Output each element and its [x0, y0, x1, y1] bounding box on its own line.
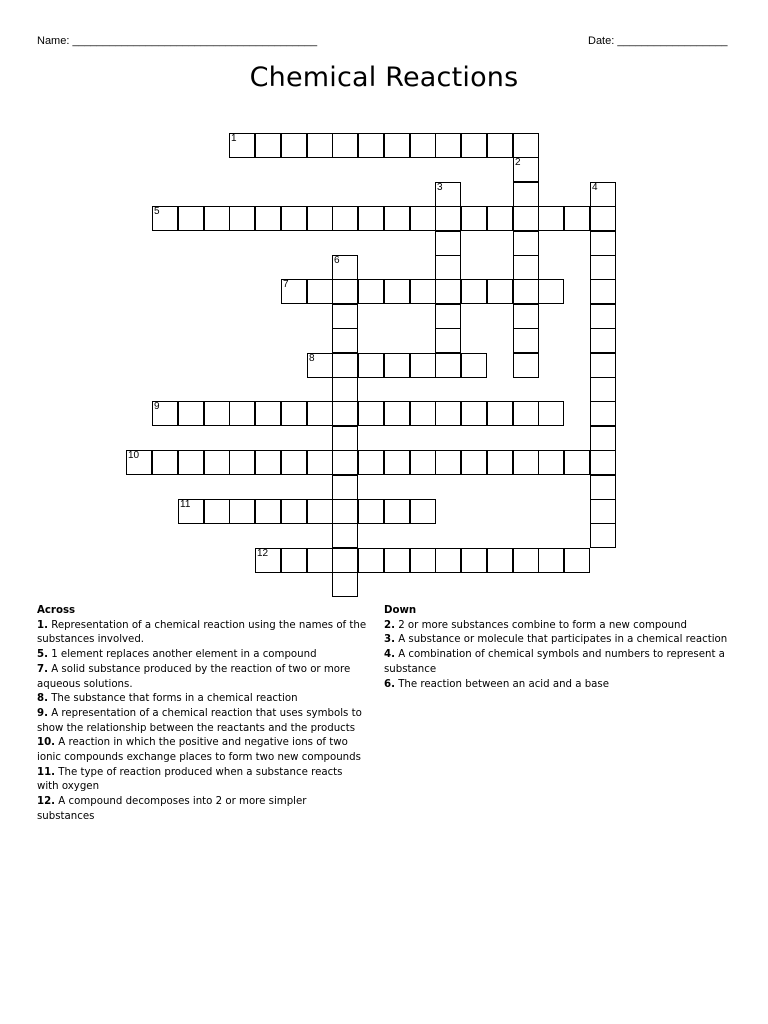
crossword-cell[interactable]	[307, 279, 333, 304]
crossword-cell[interactable]	[461, 548, 487, 573]
crossword-cell[interactable]	[590, 426, 616, 451]
crossword-cell[interactable]	[332, 255, 358, 280]
crossword-cell[interactable]	[255, 548, 281, 573]
crossword-cell[interactable]	[513, 182, 539, 207]
crossword-cell[interactable]	[590, 231, 616, 256]
crossword-cell[interactable]	[590, 206, 616, 231]
crossword-cell[interactable]	[590, 450, 616, 475]
crossword-cell[interactable]	[435, 231, 461, 256]
crossword-cell[interactable]	[281, 401, 307, 426]
across-clue	[37, 707, 367, 736]
crossword-cell[interactable]	[461, 279, 487, 304]
clue-number: 2.	[384, 619, 395, 631]
crossword-cell[interactable]	[435, 304, 461, 329]
crossword-cell[interactable]	[590, 182, 616, 207]
crossword-cell[interactable]	[590, 304, 616, 329]
clue-number: 11.	[37, 766, 56, 778]
across-heading: Across	[37, 605, 76, 616]
crossword-cell[interactable]	[513, 353, 539, 378]
crossword-cell[interactable]	[564, 548, 590, 573]
down-clue	[384, 678, 729, 693]
clue-text: A reaction in which the positive and negative ions of two ionic compounds exchange places to form two new compounds	[37, 737, 361, 764]
clue-number-label: 2	[515, 157, 521, 168]
clue-text: A compound decomposes into 2 or more simpler substances	[37, 796, 307, 822]
down-heading: Down	[384, 605, 417, 616]
crossword-cell[interactable]	[384, 401, 410, 426]
clue-text: 1 element replaces another element in a compound	[47, 649, 317, 661]
crossword-cell[interactable]	[384, 548, 410, 573]
crossword-cell[interactable]	[538, 450, 564, 475]
crossword-cell[interactable]	[152, 450, 178, 475]
clue-number-label: 11	[180, 499, 191, 510]
crossword-cell[interactable]	[281, 279, 307, 304]
crossword-cell[interactable]	[332, 475, 358, 500]
crossword-cell[interactable]	[307, 499, 333, 524]
crossword-cell[interactable]	[564, 206, 590, 231]
crossword-cell[interactable]	[513, 206, 539, 231]
crossword-cell[interactable]	[307, 353, 333, 378]
crossword-cell[interactable]	[126, 450, 152, 475]
crossword-cell[interactable]	[178, 206, 204, 231]
crossword-cell[interactable]	[358, 548, 384, 573]
clue-number-label: 9	[154, 401, 160, 412]
clue-text: A combination of chemical symbols and numbers to represent a substance	[384, 649, 725, 675]
clue-text: A solid substance produced by the reaction of two or more aqueous solutions.	[37, 663, 351, 690]
clue-text: A substance or molecule that participates in a chemical reaction	[394, 634, 728, 646]
crossword-cell[interactable]	[410, 133, 436, 158]
crossword-cell[interactable]	[229, 499, 255, 524]
crossword-cell[interactable]	[564, 450, 590, 475]
crossword-cell[interactable]	[435, 206, 461, 231]
crossword-cell[interactable]	[332, 426, 358, 451]
crossword-cell[interactable]	[255, 450, 281, 475]
crossword-cell[interactable]	[332, 328, 358, 353]
clue-number: 3.	[384, 634, 395, 646]
crossword-cell[interactable]	[538, 401, 564, 426]
across-clue	[37, 766, 367, 795]
clue-number: 1.	[37, 619, 48, 631]
clue-number: 9.	[37, 707, 48, 719]
crossword-cell[interactable]	[435, 548, 461, 573]
down-clue	[384, 633, 729, 648]
clue-text: The type of reaction produced when a substance reacts with oxygen	[37, 766, 343, 793]
crossword-cell[interactable]	[461, 133, 487, 158]
crossword-cell[interactable]	[358, 279, 384, 304]
down-clue	[384, 648, 729, 677]
crossword-cell[interactable]	[590, 499, 616, 524]
crossword-cell[interactable]	[307, 548, 333, 573]
crossword-cell[interactable]	[435, 401, 461, 426]
clue-text: The substance that forms in a chemical reaction	[47, 693, 298, 705]
crossword-cell[interactable]	[332, 401, 358, 426]
crossword-cell[interactable]	[513, 133, 539, 158]
crossword-cell[interactable]	[435, 279, 461, 304]
crossword-cell[interactable]	[152, 206, 178, 231]
crossword-cell[interactable]	[435, 133, 461, 158]
across-clue	[37, 619, 367, 648]
crossword-cell[interactable]	[410, 401, 436, 426]
crossword-cell[interactable]	[332, 206, 358, 231]
across-clue	[37, 692, 367, 707]
crossword-cell[interactable]	[435, 450, 461, 475]
crossword-cell[interactable]	[281, 133, 307, 158]
crossword-cell[interactable]	[332, 499, 358, 524]
crossword-cell[interactable]	[410, 548, 436, 573]
crossword-cell[interactable]	[332, 450, 358, 475]
crossword-cell[interactable]	[384, 353, 410, 378]
crossword-cell[interactable]	[178, 499, 204, 524]
crossword-cell[interactable]	[513, 255, 539, 280]
page-title: Chemical Reactions	[249, 62, 519, 93]
crossword-cell[interactable]	[410, 353, 436, 378]
crossword-cell[interactable]	[590, 401, 616, 426]
clue-number-label: 5	[154, 206, 160, 217]
clue-number: 5.	[37, 649, 48, 661]
crossword-cell[interactable]	[332, 523, 358, 548]
crossword-cell[interactable]	[384, 279, 410, 304]
crossword-cell[interactable]	[281, 548, 307, 573]
crossword-cell[interactable]	[332, 572, 358, 597]
clue-number-label: 4	[592, 182, 598, 193]
crossword-cell[interactable]	[590, 377, 616, 402]
crossword-cell[interactable]	[307, 450, 333, 475]
crossword-cell[interactable]	[332, 304, 358, 329]
crossword-cell[interactable]	[255, 401, 281, 426]
crossword-cell[interactable]	[487, 206, 513, 231]
crossword-cell[interactable]	[513, 279, 539, 304]
crossword-cell[interactable]	[255, 133, 281, 158]
crossword-cell[interactable]	[538, 548, 564, 573]
crossword-cell[interactable]	[204, 206, 230, 231]
crossword-cell[interactable]	[513, 304, 539, 329]
crossword-cell[interactable]	[590, 279, 616, 304]
crossword-cell[interactable]	[332, 377, 358, 402]
crossword-cell[interactable]	[461, 353, 487, 378]
crossword-cell[interactable]	[307, 133, 333, 158]
crossword-cell[interactable]	[358, 353, 384, 378]
crossword-cell[interactable]	[461, 206, 487, 231]
crossword-cell[interactable]	[410, 206, 436, 231]
clue-number-label: 12	[257, 548, 269, 559]
crossword-cell[interactable]	[538, 206, 564, 231]
crossword-cell[interactable]	[307, 401, 333, 426]
crossword-cell[interactable]	[229, 206, 255, 231]
clue-number: 8.	[37, 693, 48, 705]
across-clue	[37, 795, 367, 824]
crossword-cell[interactable]	[255, 206, 281, 231]
crossword-cell[interactable]	[410, 450, 436, 475]
crossword-cell[interactable]	[513, 231, 539, 256]
clue-number-label: 7	[283, 279, 289, 290]
clue-number-label: 10	[128, 450, 140, 461]
date-field-label: Date: __________________	[588, 35, 728, 47]
clue-number: 6.	[384, 678, 395, 690]
clue-number: 4.	[384, 649, 395, 661]
crossword-cell[interactable]	[281, 206, 307, 231]
crossword-cell[interactable]	[461, 450, 487, 475]
crossword-cell[interactable]	[384, 499, 410, 524]
crossword-cell[interactable]	[178, 450, 204, 475]
clue-text: 2 or more substances combine to form a new compound	[394, 619, 687, 631]
crossword-cell[interactable]	[590, 353, 616, 378]
crossword-cell[interactable]	[358, 401, 384, 426]
crossword-cell[interactable]	[255, 499, 281, 524]
clue-number-label: 1	[231, 133, 237, 144]
crossword-cell[interactable]	[538, 279, 564, 304]
crossword-cell[interactable]	[435, 255, 461, 280]
down-clues	[384, 604, 729, 692]
crossword-cell[interactable]	[435, 328, 461, 353]
crossword-cell[interactable]	[332, 353, 358, 378]
crossword-cell[interactable]	[487, 279, 513, 304]
crossword-cell[interactable]	[410, 499, 436, 524]
crossword-cell[interactable]	[384, 450, 410, 475]
crossword-cell[interactable]	[152, 401, 178, 426]
crossword-cell[interactable]	[332, 133, 358, 158]
crossword-cell[interactable]	[435, 182, 461, 207]
crossword-cell[interactable]	[590, 255, 616, 280]
crossword-cell[interactable]	[358, 206, 384, 231]
crossword-cell[interactable]	[513, 548, 539, 573]
crossword-cell[interactable]	[178, 401, 204, 426]
crossword-cell[interactable]	[229, 450, 255, 475]
across-clue-list	[37, 619, 367, 825]
crossword-cell[interactable]	[307, 206, 333, 231]
clue-number: 7.	[37, 663, 48, 675]
crossword-cell[interactable]	[410, 279, 436, 304]
crossword-cell[interactable]	[204, 450, 230, 475]
crossword-cell[interactable]	[487, 548, 513, 573]
across-clue	[37, 648, 367, 663]
crossword-cell[interactable]	[384, 206, 410, 231]
crossword-cell[interactable]	[487, 450, 513, 475]
crossword-cell[interactable]	[204, 401, 230, 426]
crossword-cell[interactable]	[590, 328, 616, 353]
crossword-cell[interactable]	[461, 401, 487, 426]
across-clue	[37, 663, 367, 692]
across-clues	[37, 604, 367, 825]
crossword-cell[interactable]	[590, 475, 616, 500]
clue-number: 12.	[37, 796, 56, 808]
crossword-cell[interactable]	[513, 157, 539, 182]
name-field-label: Name: ________________________________________	[37, 35, 318, 47]
crossword-cell[interactable]	[358, 133, 384, 158]
down-clue	[384, 619, 729, 634]
clue-text: Representation of a chemical reaction using the names of the substances involved.	[37, 619, 367, 646]
clue-number-label: 6	[334, 255, 340, 266]
clue-number: 10.	[37, 737, 56, 749]
crossword-cell[interactable]	[332, 279, 358, 304]
clue-number-label: 8	[309, 353, 315, 364]
crossword-cell[interactable]	[358, 499, 384, 524]
crossword-cell[interactable]	[487, 401, 513, 426]
crossword-cell[interactable]	[384, 133, 410, 158]
crossword-cell[interactable]	[229, 401, 255, 426]
crossword-cell[interactable]	[281, 499, 307, 524]
clue-text: A representation of a chemical reaction that uses symbols to show the relationship between the reactants and the products	[37, 707, 362, 734]
crossword-cell[interactable]	[332, 548, 358, 573]
crossword-cell[interactable]	[435, 353, 461, 378]
across-clue	[37, 736, 367, 765]
crossword-cell[interactable]	[513, 450, 539, 475]
clue-text: The reaction between an acid and a base	[394, 678, 610, 690]
crossword-cell[interactable]	[204, 499, 230, 524]
crossword-cell[interactable]	[590, 523, 616, 548]
down-clue-list	[384, 619, 729, 693]
crossword-cell[interactable]	[513, 401, 539, 426]
crossword-cell[interactable]	[487, 133, 513, 158]
clue-number-label: 3	[437, 182, 443, 193]
crossword-cell[interactable]	[358, 450, 384, 475]
crossword-cell[interactable]	[229, 133, 255, 158]
crossword-cell[interactable]	[281, 450, 307, 475]
crossword-cell[interactable]	[513, 328, 539, 353]
